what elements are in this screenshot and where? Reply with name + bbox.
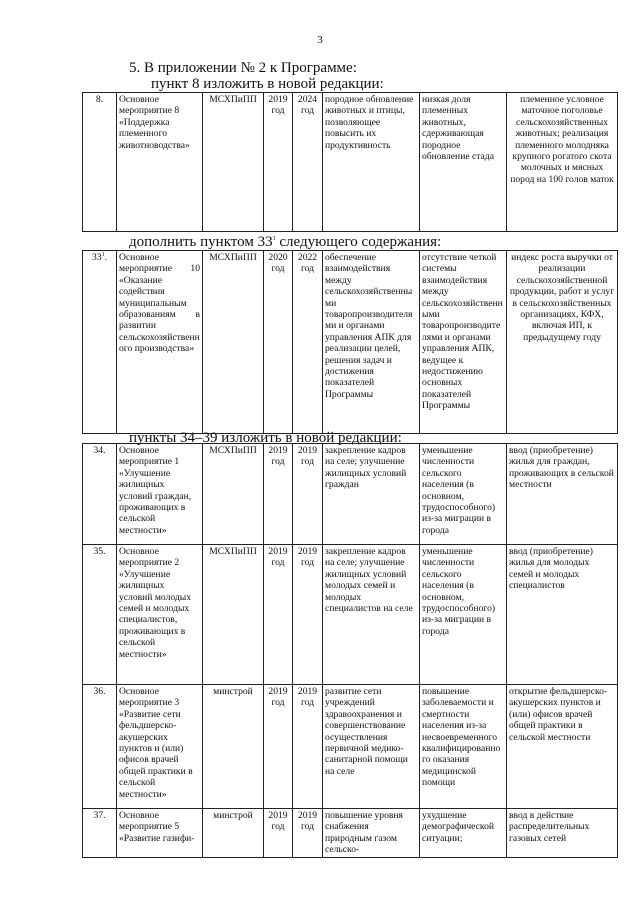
indicator-link: племенное условное маточное поголовье сельскохозяйственных животных; реализация племенного молодняка крупного рогатого скота молочных и мясных пород на 100 голов маток (507, 93, 618, 232)
section-heading: пункты 34–39 изложить в новой редакции: (129, 430, 402, 446)
activity-name: Основное мероприятие 1 «Улучшение жилищных условий граждан, проживающих в сельской местности» (117, 444, 203, 545)
table-item-8 (82, 92, 618, 232)
start-year: 2019 год (264, 685, 293, 809)
end-year: 2022 год (293, 251, 323, 434)
activity-name: Основное мероприятие 5 «Развитие газифи- (117, 809, 203, 858)
table-row (83, 251, 618, 434)
table-row (83, 545, 618, 685)
section-heading: 5. В приложении № 2 к Программе: (129, 60, 357, 76)
end-year: 2024 год (293, 93, 323, 232)
non-implementation-consequence: уменьшение численности сельского населения (в основном, трудоспособного) из-за миграции в города (420, 545, 507, 685)
executor: МСХПиПП (203, 545, 264, 685)
executor: минстрой (203, 685, 264, 809)
activity-name: Основное мероприятие 10 «Оказание содействия муниципальным образованиям в развитии сельскохозяйственного производства» (117, 251, 203, 434)
row-number: 36. (83, 685, 117, 809)
table-row (83, 685, 618, 809)
expected-result: закрепление кадров на селе; улучшение жилищных условий граждан (323, 444, 420, 545)
section-heading (129, 234, 441, 250)
heading-text: дополнить пунктом 33 (129, 234, 273, 250)
indicator-link: ввод в действие распределительных газовых сетей (507, 809, 618, 858)
non-implementation-consequence: ухудшение демографической ситуации; (420, 809, 507, 858)
indicator-link: открытие фельдшерско-акушерских пунктов и (или) офисов врачей общей практики в сельской местности (507, 685, 618, 809)
expected-result: обеспечение взаимодействия между сельскохозяйственными товаропроизводителями и органами управления АПК для реализации целей, решения задач и достижения показателей Программы (323, 251, 420, 434)
table-row (83, 444, 618, 545)
activity-name: Основное мероприятие 3 «Развитие сети фельдшерско-акушерских пунктов и (или) офисов врачей общей практики в сельской местности» (117, 685, 203, 809)
end-year: 2019 год (293, 444, 323, 545)
non-implementation-consequence: отсутствие четкой системы взаимодействия между сельскохозяйственными товаропроизводителями и органами управления АПК, ведущее к недостижению основных показателей Программы (420, 251, 507, 434)
heading-superscript: 1 (272, 236, 276, 242)
executor: МСХПиПП (203, 251, 264, 434)
row-number: 37. (83, 809, 117, 858)
row-number-superscript: 1 (101, 251, 105, 258)
row-number: 8. (83, 93, 117, 232)
row-number-text: 33 (92, 252, 102, 263)
start-year: 2019 год (264, 809, 293, 858)
expected-result: породное обновление животных и птицы, позволяющее повысить их продуктивность (323, 93, 420, 232)
non-implementation-consequence: повышение заболеваемости и смертности населения из-за несвоевременного квалифицированного оказания медицинской помощи (420, 685, 507, 809)
table-items-34-39 (82, 443, 618, 858)
section-subheading: пункт 8 изложить в новой редакции: (151, 76, 384, 92)
row-number (83, 251, 117, 434)
executor: минстрой (203, 809, 264, 858)
page-number: 3 (317, 34, 323, 46)
start-year: 2019 год (264, 444, 293, 545)
end-year: 2019 год (293, 685, 323, 809)
start-year: 2019 год (264, 93, 293, 232)
expected-result: закрепление кадров на селе; улучшение жилищных условий молодых семей и молодых специалистов на селе (323, 545, 420, 685)
end-year: 2019 год (293, 809, 323, 858)
expected-result: развитие сети учреждений здравоохранения и совершенствование осуществления первичной медико-санитарной помощи на селе (323, 685, 420, 809)
indicator-link: ввод (приобретение) жилья для молодых семей и молодых специалистов (507, 545, 618, 685)
table-item-33-1 (82, 250, 618, 434)
heading-text: следующего содержания: (275, 234, 442, 250)
activity-name: Основное мероприятие 2 «Улучшение жилищных условий молодых семей и молодых специалистов, проживающих в сельской местности» (117, 545, 203, 685)
activity-name: Основное мероприятие 8 «Поддержка племенного животноводства» (117, 93, 203, 232)
start-year: 2019 год (264, 545, 293, 685)
executor: МСХПиПП (203, 93, 264, 232)
row-number: 34. (83, 444, 117, 545)
table-row (83, 809, 618, 858)
start-year: 2020 год (264, 251, 293, 434)
non-implementation-consequence: низкая доля племенных животных, сдерживающая породное обновление стада (420, 93, 507, 232)
table-row (83, 93, 618, 232)
row-number-suffix: . (104, 252, 107, 263)
executor: МСХПиПП (203, 444, 264, 545)
expected-result: повышение уровня снабжения природным газом сельско- (323, 809, 420, 858)
indicator-link: индекс роста выручки от реализации сельскохозяйственной продукции, работ и услуг в сельскохозяйственных организациях, КФХ, включая ИП, к предыдущему году (507, 251, 618, 434)
indicator-link: ввод (приобретение) жилья для граждан, проживающих в сельской местности (507, 444, 618, 545)
non-implementation-consequence: уменьшение численности сельского населения (в основном, трудоспособного) из-за миграции в города (420, 444, 507, 545)
row-number: 35. (83, 545, 117, 685)
end-year: 2019 год (293, 545, 323, 685)
